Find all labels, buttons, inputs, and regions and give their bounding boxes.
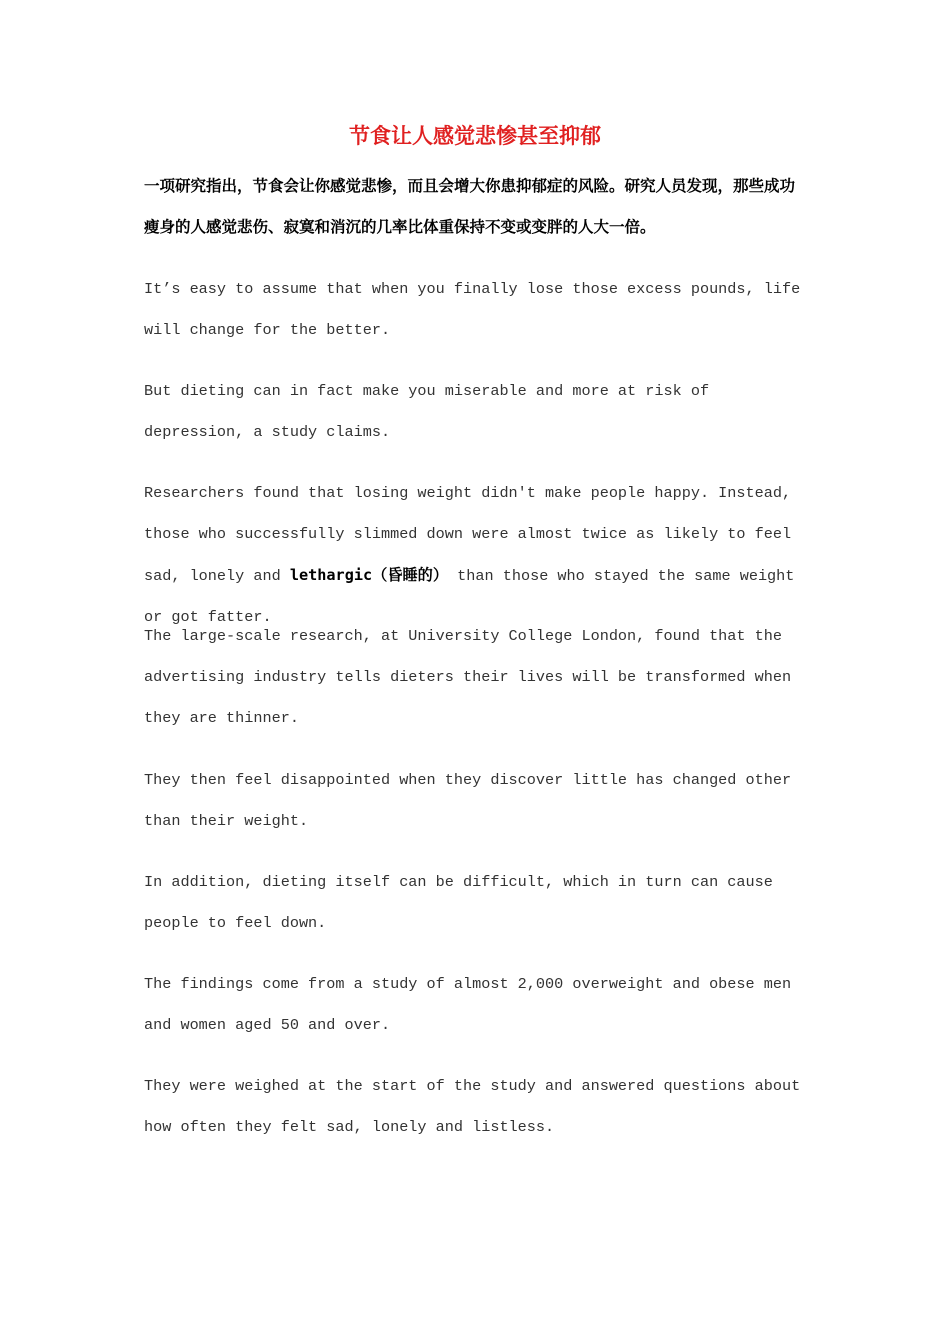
paragraph-7: The findings come from a study of almost 2,000 overweight and obese men and women aged 50 and over. [144, 975, 792, 1034]
paragraph-4: The large-scale research, at University College London, found that the advertising industry tells dieters their lives will be transformed when they are thinner. [144, 627, 792, 727]
paragraph-6: In addition, dieting itself can be difficult, which in turn can cause people to feel down. [144, 873, 773, 932]
paragraph-8: They were weighed at the start of the study and answered questions about how often they felt sad, lonely and listless. [144, 1077, 801, 1136]
paragraph-5: They then feel disappointed when they discover little has changed other than their weight. [144, 771, 792, 830]
document-title: 节食让人感觉悲惨甚至抑郁 [349, 123, 601, 148]
chinese-summary: 一项研究指出，节食会让你感觉悲惨，而且会增大你患抑郁症的风险。研究人员发现，那些成功瘦身的人感觉悲伤、寂寞和消沉的几率比体重保持不变或变胖的人大一倍。 [144, 177, 796, 236]
paragraph-2: But dieting can in fact make you miserable and more at risk of depression, a study claims. [144, 382, 710, 441]
paragraph-3-text-end: than those who stayed the same weight or got fatter. [144, 567, 795, 626]
paragraph-3-text-start: Researchers found that losing weight didn't make people happy. Instead, those who successfully slimmed down were almost twice as likely to feel sad, lonely and [144, 484, 792, 585]
paragraph-1: It’s easy to assume that when you finally lose those excess pounds, life will change for the better. [144, 280, 801, 339]
paragraph-3 [144, 473, 816, 638]
vocabulary-term: lethargic（昏睡的） [289, 566, 449, 584]
